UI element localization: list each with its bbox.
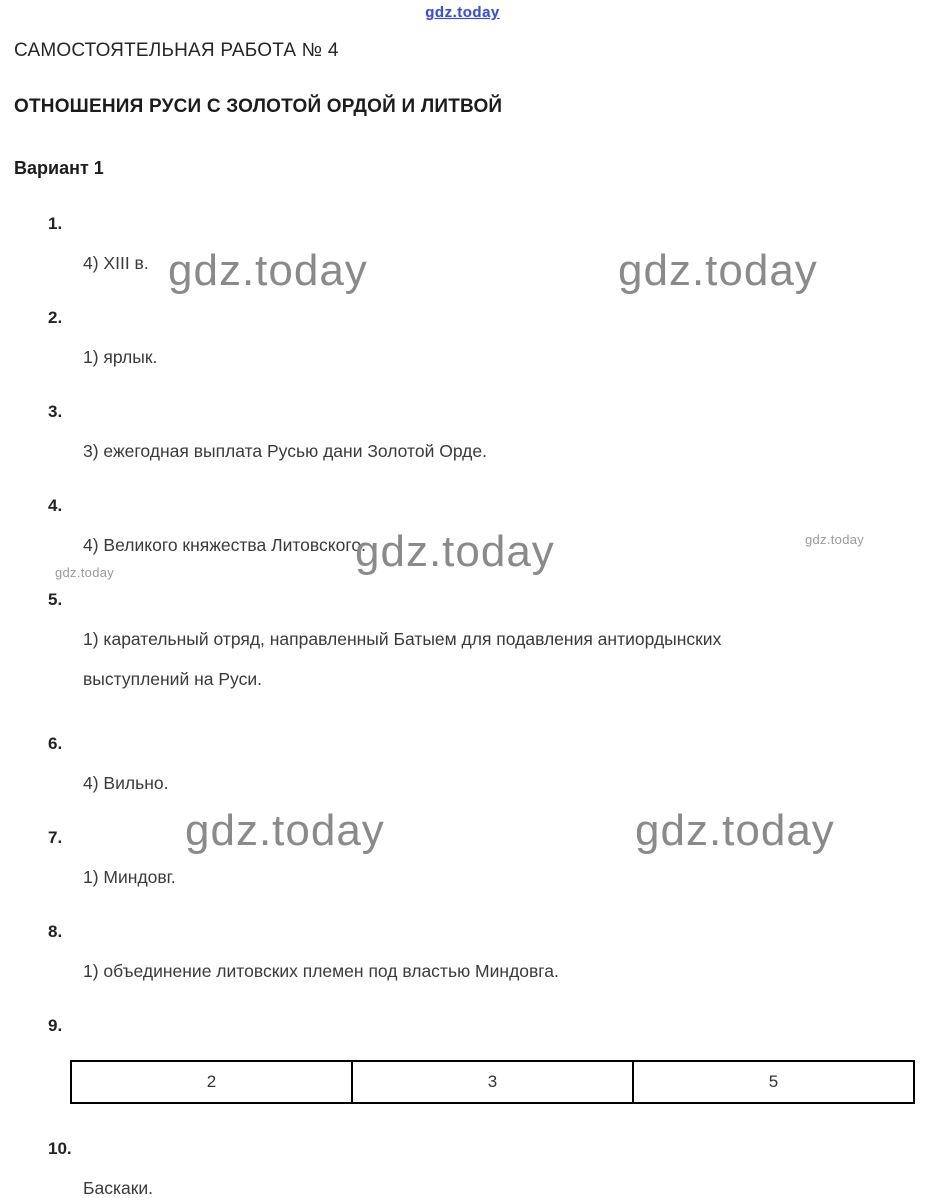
watermark-text: gdz.today (55, 565, 115, 580)
answer-text-1: 4) XIII в. (83, 253, 149, 273)
question-number-1: 1. (48, 214, 63, 233)
answer-table-cell-1: 2 (71, 1061, 352, 1103)
answer-text-4: 4) Великого княжества Литовского. (83, 535, 366, 555)
answer-text-6: 4) Вильно. (83, 773, 169, 793)
answer-text-8: 1) объединение литовских племен под властью Миндовга. (83, 961, 559, 981)
answer-text-2: 1) ярлык. (83, 347, 158, 367)
answer-table-cell-3: 5 (633, 1061, 914, 1103)
site-link[interactable]: gdz.today (425, 4, 500, 21)
question-number-8: 8. (48, 922, 63, 941)
watermark-text: gdz.today (618, 246, 818, 295)
watermark-text: gdz.today (185, 806, 385, 855)
question-number-2: 2. (48, 308, 63, 327)
variant-heading: Вариант 1 (14, 158, 104, 178)
question-number-9: 9. (48, 1016, 63, 1035)
answer-text-3: 3) ежегодная выплата Русью дани Золотой Орде. (83, 441, 487, 461)
watermark-text: gdz.today (635, 806, 835, 855)
answer-table-cell-2: 3 (352, 1061, 633, 1103)
page-subtitle: ОТНОШЕНИЯ РУСИ С ЗОЛОТОЙ ОРДОЙ И ЛИТВОЙ (14, 96, 503, 117)
page-title: САМОСТОЯТЕЛЬНАЯ РАБОТА № 4 (14, 40, 339, 61)
answer-table-row (71, 1061, 914, 1103)
question-number-6: 6. (48, 734, 63, 753)
question-number-10: 10. (48, 1139, 72, 1158)
watermark-text: gdz.today (355, 527, 555, 576)
question-number-5: 5. (48, 590, 63, 609)
question-number-4: 4. (48, 496, 63, 515)
question-number-3: 3. (48, 402, 63, 421)
answer-text-7: 1) Миндовг. (83, 867, 176, 887)
question-number-7: 7. (48, 828, 63, 847)
watermark-text: gdz.today (168, 246, 368, 295)
answer-text-10: Баскаки. (83, 1178, 154, 1198)
top-link-container (0, 0, 925, 28)
watermark-text: gdz.today (805, 532, 865, 547)
answer-table (70, 1060, 915, 1104)
answer-text-5: 1) карательный отряд, направленный Батыем для подавления антиордынских выступлений на Руси. (83, 629, 722, 689)
